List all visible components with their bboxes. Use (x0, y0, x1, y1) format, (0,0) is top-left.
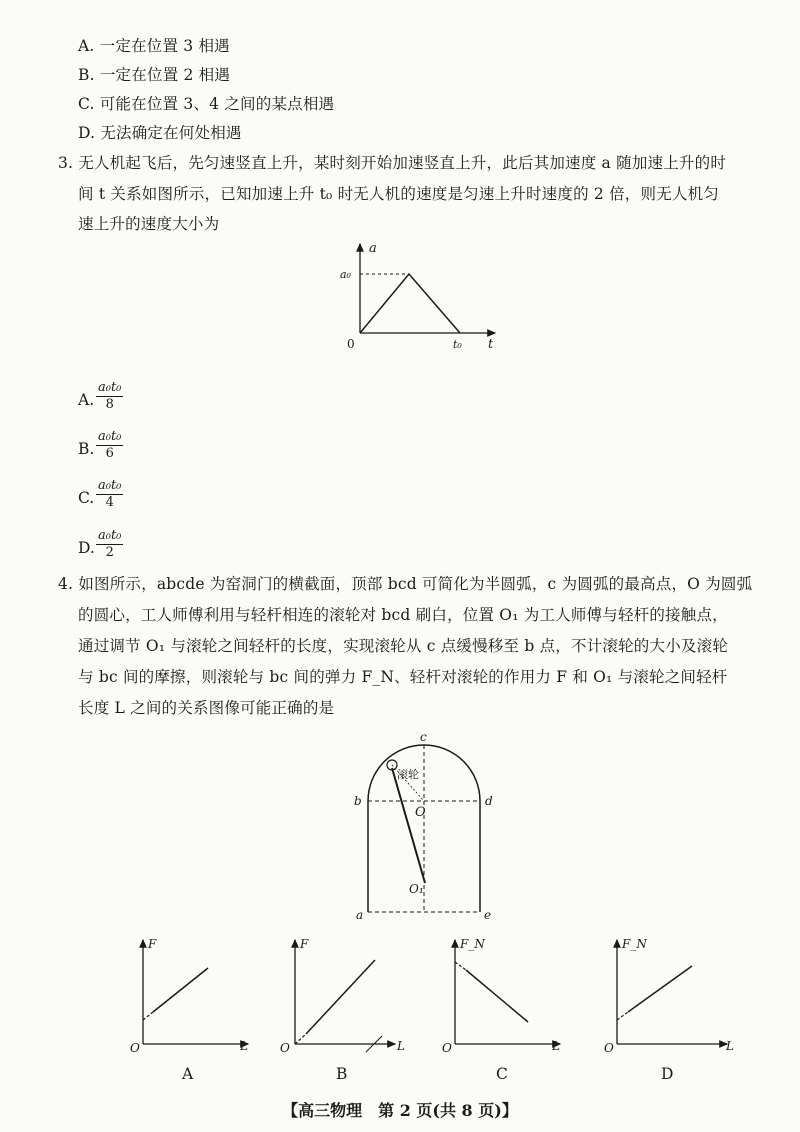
graph-b-x-label: L (397, 1039, 405, 1053)
q3-stem-line-3: 速上升的速度大小为 (78, 215, 220, 233)
label-d: d (485, 794, 493, 808)
q4-stem-line-3: 通过调节 O₁ 与滚轮之间轻杆的长度，实现滚轮从 c 点缓慢移至 b 点，不计滚轮的大小及滚轮 (78, 637, 728, 655)
q3-stem-line-1: 3. 无人机起飞后，先匀速竖直上升，某时刻开始加速竖直上升，此后其加速度 a 随加速上升的时 (58, 154, 727, 172)
graph-d-y-label: F_N (622, 937, 647, 951)
label-c: c (420, 730, 427, 744)
graph-d-origin: O (604, 1041, 614, 1055)
q3-origin-label: 0 (347, 337, 355, 351)
q3-option-b-numerator: a₀t₀ (98, 429, 122, 444)
q4-stem-line-2: 的圆心，工人师傅利用与轻杆相连的滚轮对 bcd 刷白，位置 O₁ 为工人师傅与轻杆的接触点， (78, 606, 728, 624)
q3-option-c-fraction (96, 479, 123, 510)
q3-option-b-label: B. (78, 440, 95, 458)
q2-option-d: D. 无法确定在何处相遇 (78, 124, 242, 142)
q3-x-label: t (488, 337, 494, 352)
graph-d-dash (617, 1012, 628, 1020)
graph-c-dash (455, 962, 466, 970)
q3-option-b-denominator: 6 (105, 446, 114, 461)
q3-option-a-label: A. (78, 391, 95, 409)
graph-b-y-label: F (300, 937, 309, 951)
q2-option-a: A. 一定在位置 3 相遇 (78, 37, 230, 55)
graph-c-origin: O (442, 1041, 452, 1055)
graph-a-y-label: F (148, 937, 157, 951)
q3-option-a-denominator: 8 (105, 397, 114, 412)
q3-option-d-denominator: 2 (105, 545, 114, 560)
q2-option-c: C. 可能在位置 3、4 之间的某点相遇 (78, 95, 335, 113)
q3-option-d-label: D. (78, 539, 95, 557)
label-roller: 滚轮 (397, 768, 419, 781)
graph-a-line (153, 968, 208, 1012)
q4-graph-d (592, 932, 742, 1062)
q3-end-label: t₀ (453, 338, 462, 351)
q3-option-a-numerator: a₀t₀ (98, 380, 122, 395)
graph-d-x-label: L (726, 1039, 734, 1053)
graph-d-line (628, 966, 692, 1012)
q3-y-label: a (369, 241, 377, 256)
q3-option-d-numerator: a₀t₀ (98, 528, 122, 543)
q4-choice-b: B (336, 1065, 348, 1083)
q3-option-c-label: C. (78, 489, 95, 507)
graph-a-x-label: L (240, 1039, 248, 1053)
graph-b-origin: O (280, 1041, 290, 1055)
q3-acceleration-graph (335, 238, 505, 358)
q4-stem-line-1: 4. 如图所示，abcde 为窑洞门的横截面，顶部 bcd 可简化为半圆弧，c 为圆弧的最高点，O 为圆弧 (58, 575, 753, 593)
label-e: e (484, 908, 492, 922)
q3-option-c-denominator: 4 (105, 495, 114, 510)
q2-option-b: B. 一定在位置 2 相遇 (78, 66, 231, 84)
q4-stem-line-5: 长度 L 之间的关系图像可能正确的是 (78, 699, 335, 717)
q3-option-b-fraction (96, 430, 123, 461)
page-footer: 【高三物理 第 2 页(共 8 页)】 (282, 1101, 518, 1120)
graph-b-dash (295, 1034, 306, 1044)
graph-a-origin: O (130, 1041, 140, 1055)
rod-line (392, 768, 425, 883)
q4-choice-a: A (182, 1065, 194, 1083)
graph-c-y-label: F_N (460, 937, 485, 951)
graph-a-dash (143, 1012, 153, 1020)
q4-choice-d: D (661, 1065, 674, 1083)
q4-choice-c: C (496, 1065, 509, 1083)
q4-graph-b (270, 932, 410, 1062)
q4-door-diagram (340, 730, 510, 925)
q4-graph-c (430, 932, 570, 1062)
graph-b-line (306, 960, 375, 1034)
q4-stem-line-4: 与 bc 间的摩擦，则滚轮与 bc 间的弹力 F_N、轻杆对滚轮的作用力 F 和 O₁ 与滚轮之间轻杆 (78, 668, 728, 686)
label-O: O (415, 805, 426, 820)
q3-peak-label: a₀ (340, 268, 351, 281)
q3-triangle-curve (360, 274, 460, 333)
label-b: b (354, 794, 362, 808)
q3-option-a-fraction (96, 381, 123, 412)
graph-c-x-label: L (552, 1039, 560, 1053)
label-a: a (356, 908, 364, 922)
q3-option-c-numerator: a₀t₀ (98, 478, 122, 493)
q3-option-d-fraction (96, 529, 123, 560)
label-O1: O₁ (409, 882, 424, 896)
q4-graph-a (118, 932, 258, 1062)
graph-c-line (466, 970, 528, 1022)
q3-stem-line-2: 间 t 关系如图所示，已知加速上升 t₀ 时无人机的速度是匀速上升时速度的 2 倍，则无人机匀 (78, 185, 719, 203)
